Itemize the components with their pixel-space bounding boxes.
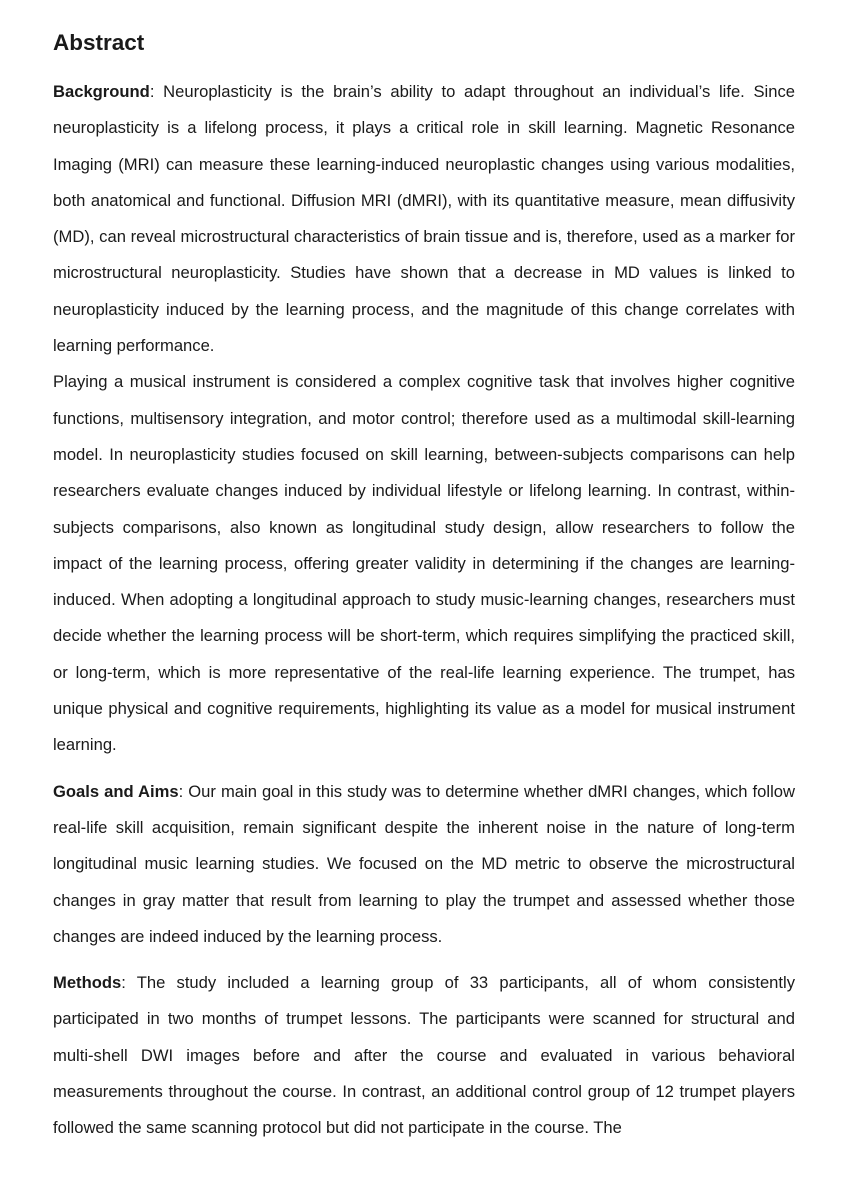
paragraph-text: Our main goal in this study was to determine whether dMRI changes, which follow real-life skill acquisition, remain significant despite the inherent noise in the nature of long-term longitudinal music learning studies. We focused on the MD metric to observe the microstructural changes in gray matter that result from learning to play the trumpet and assessed whether those changes are indeed induced by the learning process. xyxy=(53,781,795,946)
paragraph-text: Playing a musical instrument is considered a complex cognitive task that involves higher cognitive functions, multisensory integration, and motor control; therefore used as a multimodal skill-learning model. In neuroplasticity studies focused on skill learning, between-subjects comparisons can help researchers evaluate changes induced by individual lifestyle or lifelong learning. In contrast, within-subjects comparisons, also known as longitudinal study design, allow researchers to follow the impact of the learning process, offering greater validity in determining if the changes are learning-induced. When adopting a longitudinal approach to study music-learning changes, researchers must decide whether the learning process will be short-term, which requires simplifying the practiced skill, or long-term, which is more representative of the real-life learning experience. The trumpet, has unique physical and cognitive requirements, highlighting its value as a model for musical instrument learning. xyxy=(53,372,795,755)
section-label-goals-aims: Goals and Aims xyxy=(53,781,179,801)
label-separator: : xyxy=(121,973,137,993)
goals-aims-paragraph xyxy=(53,774,795,955)
paragraph-text: The study included a learning group of 33 participants, all of whom consistently participated in two months of trumpet lessons. The participants were scanned for structural and multi-shell DWI images before and after the course and evaluated in various behavioral measurements throughout the course. In contrast, an additional control group of 12 trumpet players followed the same scanning protocol but did not participate in the course. The xyxy=(53,973,795,1138)
section-label-methods: Methods xyxy=(53,973,122,993)
background-continuation-paragraph xyxy=(53,364,795,763)
paragraph-text: Neuroplasticity is the brain’s ability to adapt throughout an individual’s life. Since neuroplasticity is a lifelong process, it plays a critical role in skill learning. Magnetic Resonance Imaging (MRI) can measure these learning-induced neuroplastic changes using various modalities, both anatomical and functional. Diffusion MRI (dMRI), with its quantitative measure, mean diffusivity (MD), can reveal microstructural characteristics of brain tissue and is, therefore, used as a marker for microstructural neuroplasticity. Studies have shown that a decrease in MD values is linked to neuroplasticity induced by the learning process, and the magnitude of this change correlates with learning performance. xyxy=(53,82,795,356)
section-label-background: Background xyxy=(53,82,150,101)
background-paragraph xyxy=(53,74,795,364)
label-separator: : xyxy=(149,82,164,101)
methods-paragraph xyxy=(53,965,795,1146)
page-title: Abstract xyxy=(53,30,145,55)
label-separator: : xyxy=(178,781,189,801)
